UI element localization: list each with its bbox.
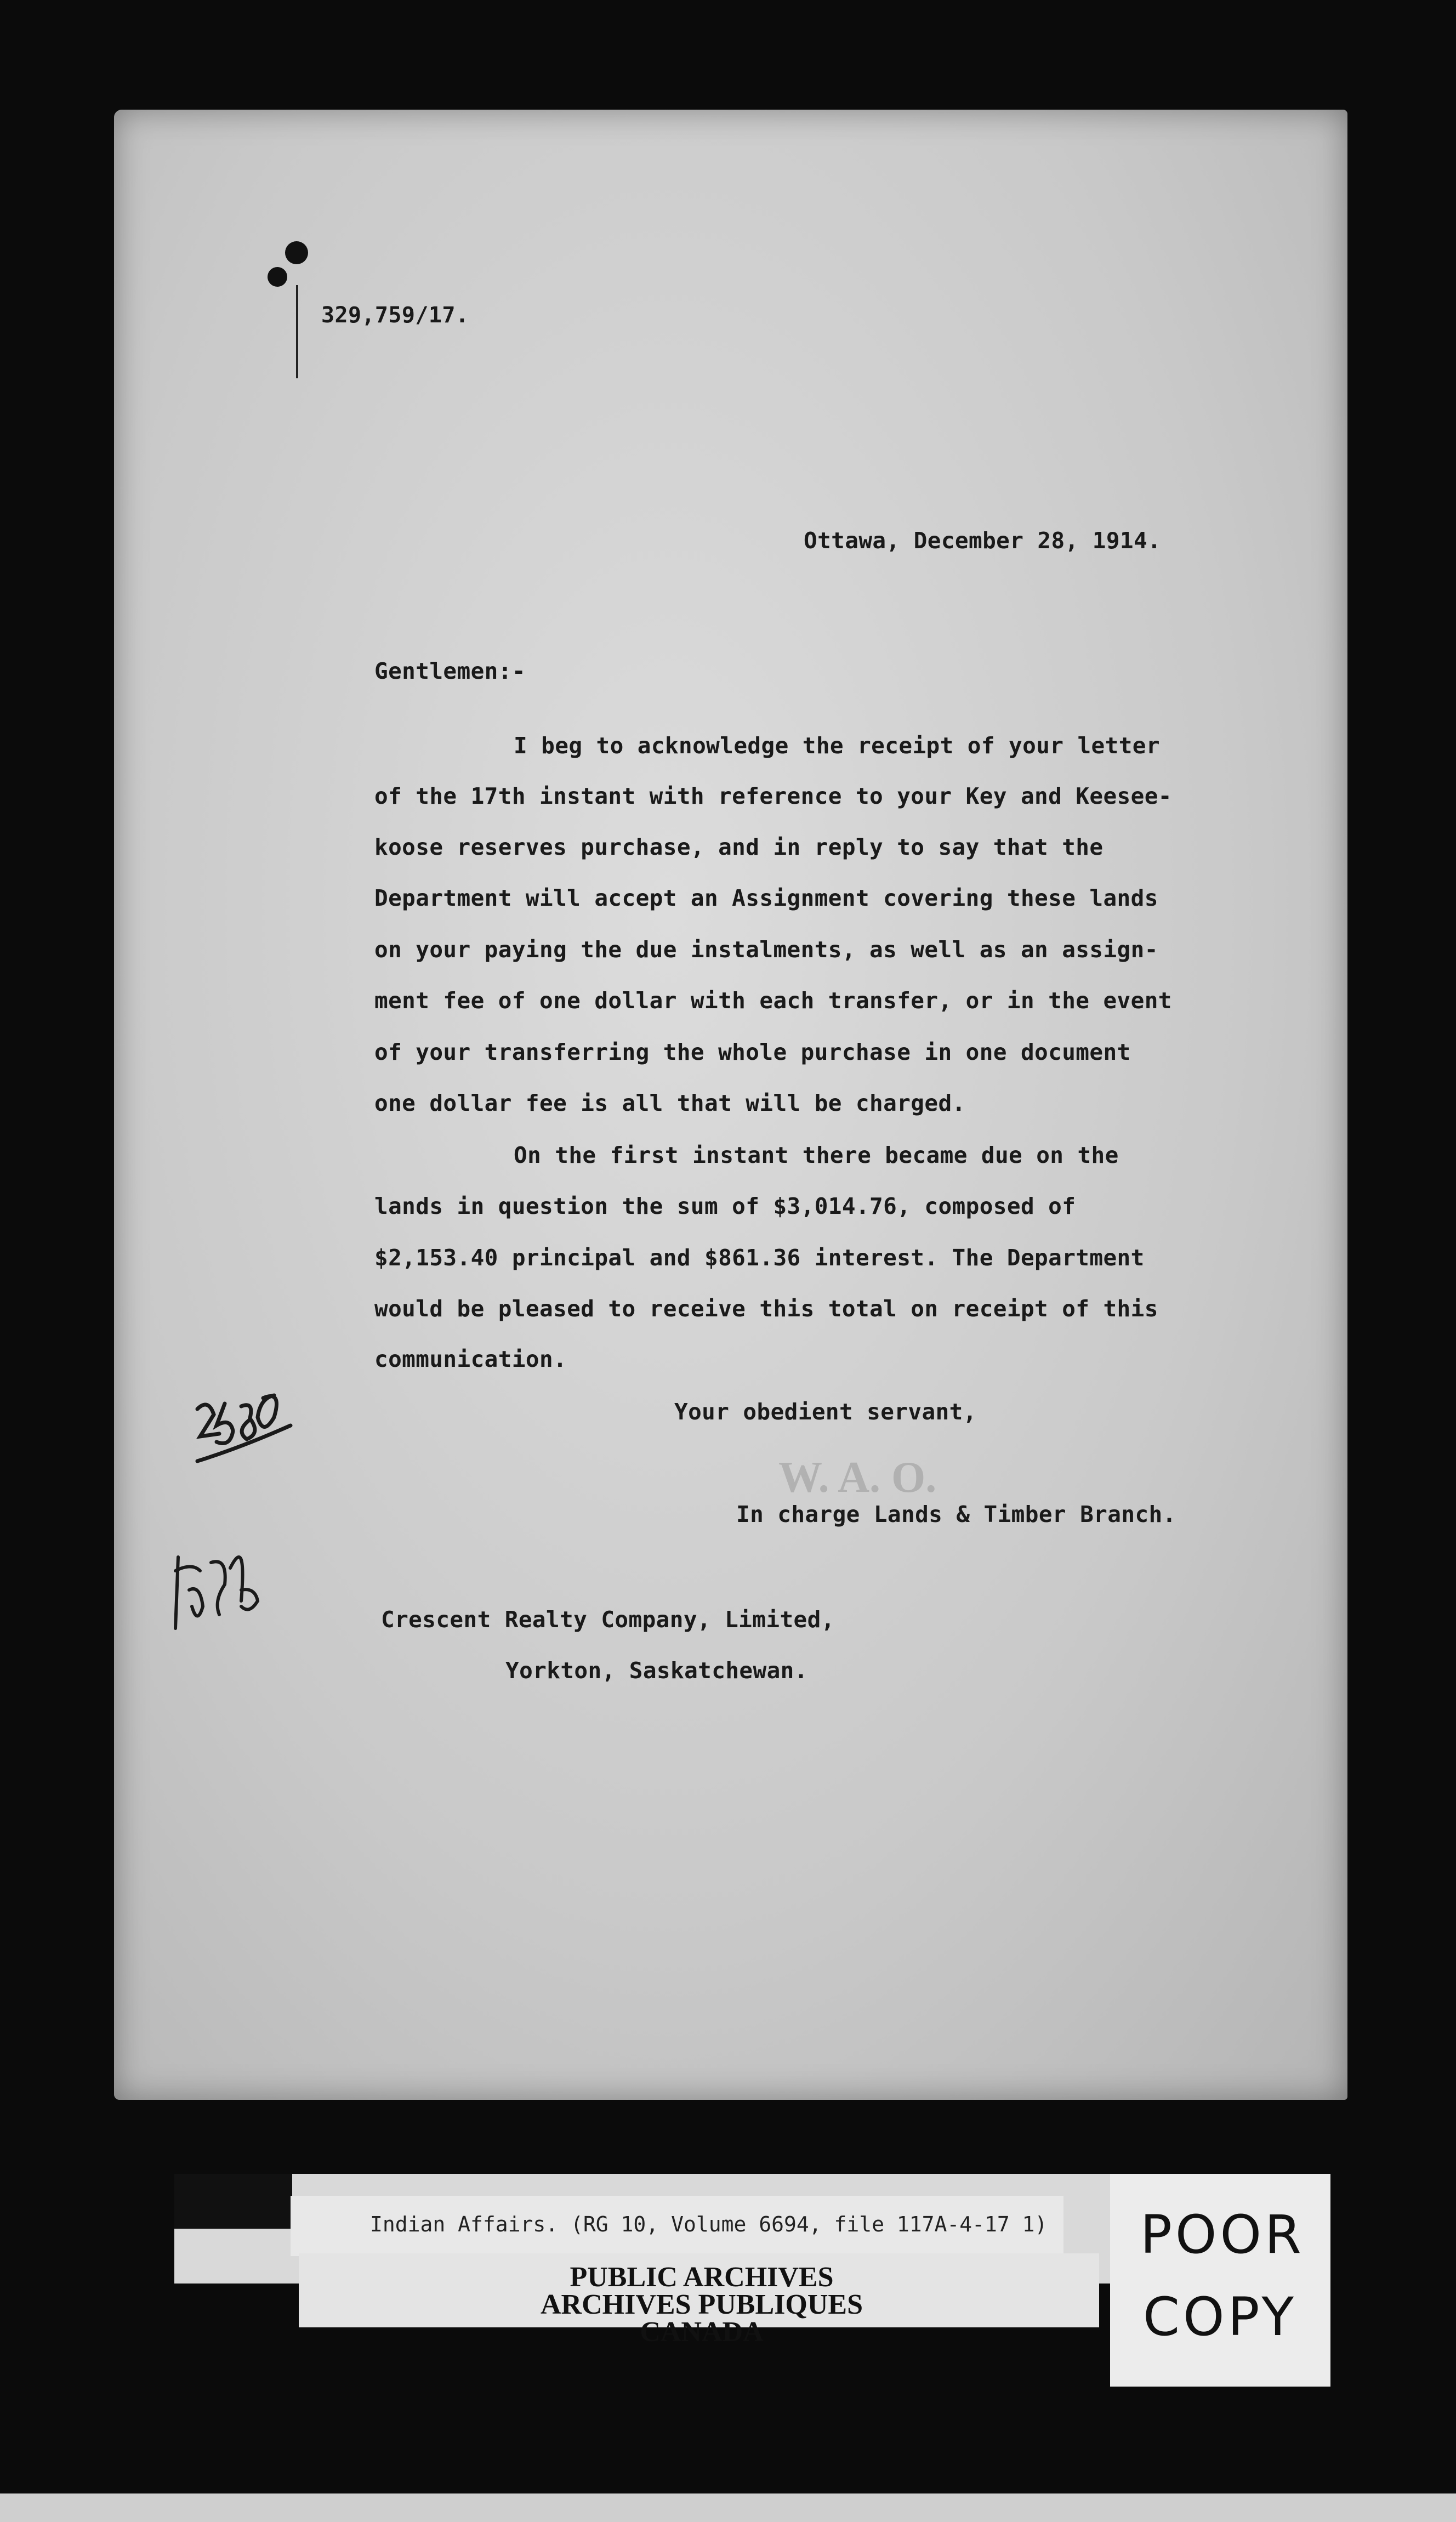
poor-copy-text: POOR: [1140, 2204, 1305, 2265]
signature-title: In charge Lands & Timber Branch.: [736, 1501, 1176, 1527]
body-line: ment fee of one dollar with each transfer, or in the event: [374, 987, 1172, 1014]
addressee-line: Yorkton, Saskatchewan.: [505, 1657, 808, 1684]
body-line: $2,153.40 principal and $861.36 interest. The Department: [374, 1245, 1145, 1271]
signature-stamp: W. A. O.: [778, 1453, 937, 1502]
punch-hole: [268, 267, 287, 287]
body-line: lands in question the sum of $3,014.76, composed of: [374, 1193, 1076, 1219]
body-line: On the first instant there became due on the: [514, 1142, 1119, 1168]
scan-edge: [0, 2493, 1456, 2522]
handwritten-initials: [159, 1519, 280, 1661]
body-line: I beg to acknowledge the receipt of your letter: [514, 732, 1160, 759]
archive-line: ARCHIVES PUBLIQUES: [540, 2289, 863, 2320]
closing: Your obedient servant,: [674, 1399, 977, 1425]
body-line: one dollar fee is all that will be charged.: [374, 1090, 966, 1116]
archive-reference: Indian Affairs. (RG 10, Volume 6694, file 117A-4-17 1): [370, 2212, 1048, 2236]
handwritten-note: [186, 1365, 302, 1491]
archive-line: PUBLIC ARCHIVES: [570, 2262, 834, 2293]
addressee-line: Crescent Realty Company, Limited,: [381, 1606, 835, 1633]
body-line: of the 17th instant with reference to your Key and Keesee-: [374, 783, 1172, 809]
body-line: of your transferring the whole purchase in one document: [374, 1039, 1131, 1065]
body-line: on your paying the due instalments, as well as an assign-: [374, 936, 1158, 963]
place-date: Ottawa, December 28, 1914.: [804, 527, 1162, 554]
poor-copy-text: COPY: [1143, 2286, 1298, 2348]
body-line: koose reserves purchase, and in reply to say that the: [374, 834, 1104, 860]
salutation: Gentlemen:-: [374, 658, 526, 684]
body-line: Department will accept an Assignment covering these lands: [374, 885, 1158, 911]
margin-line: [296, 285, 298, 378]
archive-line: CANADA: [640, 2316, 764, 2348]
file-number: 329,759/17.: [321, 303, 469, 328]
body-line: communication.: [374, 1346, 567, 1372]
punch-hole: [285, 241, 308, 264]
label-corner: [174, 2174, 292, 2229]
body-line: would be pleased to receive this total on receipt of this: [374, 1296, 1158, 1322]
